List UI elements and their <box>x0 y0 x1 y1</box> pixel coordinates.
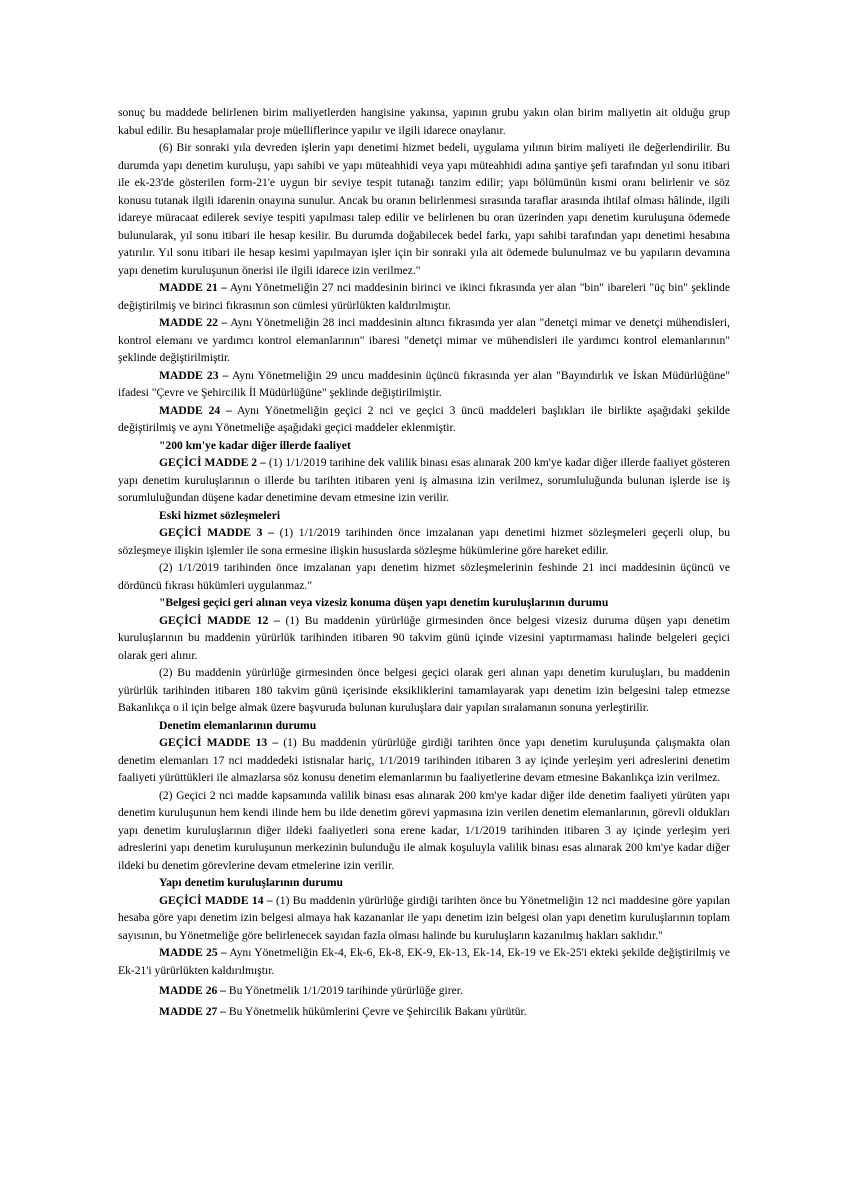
gecici-madde-14-text: (1) Bu maddenin yürürlüğe girdiği tarihten önce bu Yönetmeliğin 12 nci maddesine göre yapılan hesaba göre yapı denetim izin belgesi almaya hak kazananlar ile yapı denetim izin belgesi olan yapı denetim kuruluşlarının toplam sayısının, bu Yönetmeliğe göre belirlenecek sayıdan fazla olması halinde bu kuruluşların kazanılmış hakları saklıdır." <box>118 893 730 942</box>
gecici-madde-2-heading: GEÇİCİ MADDE 2 – <box>159 456 266 469</box>
section-heading-denetim-elemanlari-text: Denetim elemanlarının durumu <box>159 718 317 732</box>
madde-24 <box>118 402 730 437</box>
madde-21-text: Aynı Yönetmeliğin 27 nci maddesinin birinci ve ikinci fıkrasında yer alan "bin" ibareleri "üç bin" şeklinde değiştirilmiş ve birinci fıkrasının son cümlesi yürürlükten kaldırılmıştır. <box>118 281 731 312</box>
gecici-madde-13-para-2-text: (2) Geçici 2 nci madde kapsamında valilik binası esas alınarak 200 km'ye kadar diğer ilde denetim faaliyeti yürüten yapı denetim kuruluşunun hem kendi ilinde hem bu ilde denetim görevi yapmasına izin verilen denetim elemanlarının, görevli oldukları yapı denetim kuruluşlarının diğer ildeki faaliyetleri sona erene kadar, 1/1/2019 tarihinden itibaren 3 ay içinde yerleşim yeri adreslerini yapı denetim kuruluşunun merkezinin bulunduğu ile almak koşuluyla valilik binası esas alınarak 200 km'ye kadar diğer ildeki bu denetim görevlerine devam etmelerine izin verilir. <box>118 788 730 872</box>
gecici-madde-3 <box>118 524 730 559</box>
section-heading-denetim-elemanlari <box>118 717 730 735</box>
madde-25-text: Aynı Yönetmeliğin Ek-4, Ek-6, Ek-8, EK-9, Ek-13, Ek-14, Ek-19 ve Ek-25'i ekteki şekilde değiştirilmiş ve Ek-21'i yürürlükten kaldırılmıştır. <box>118 946 731 977</box>
madde-26-heading: MADDE 26 – <box>159 984 226 997</box>
madde-23 <box>118 367 730 402</box>
gecici-madde-3-heading: GEÇİCİ MADDE 3 – <box>159 526 274 539</box>
madde-27-heading: MADDE 27 – <box>159 1004 226 1018</box>
gecici-madde-12-text: (1) Bu maddenin yürürlüğe girmesinden önce belgesi vizesiz duruma düşen yapı denetim kuruluşlarının bu maddenin yürürlük tarihinden itibaren 90 takvim günü içinde vizesini yaptırmaması halinde belgeleri geçici olarak geri alınır. <box>118 613 730 662</box>
madde-23-heading: MADDE 23 – <box>159 368 229 382</box>
madde-21-heading: MADDE 21 – <box>159 281 227 294</box>
gecici-madde-12 <box>118 612 730 665</box>
paragraph-1-text: sonuç bu maddede belirlenen birim maliyetlerden hangisine yakınsa, yapının grubu yakın olan birim maliyetin ait olduğu grup kabul edilir. Bu hesaplamalar proje müelliflerince yapılır ve ilgili idarece onaylanır. <box>118 106 730 137</box>
gecici-madde-12-heading: GEÇİCİ MADDE 12 – <box>159 613 280 627</box>
paragraph-1 <box>118 104 730 139</box>
section-heading-200km-text: "200 km'ye kadar diğer illerde faaliyet <box>159 438 351 452</box>
madde-22 <box>118 314 730 367</box>
gecici-madde-13-text: (1) Bu maddenin yürürlüğe girdiği tarihten önce yapı denetim kuruluşunda çalışmakta olan denetim elemanları 17 nci maddedeki istisnalar hariç, 1/1/2019 tarihinden itibaren 3 ay içinde yerleşim yeri adreslerini denetim faaliyeti yürüttükleri ile almazlarsa söz konusu denetim elemanlarının bu faaliyetlerine devam etmesine Bakanlıkça izin verilmez. <box>118 736 730 784</box>
madde-24-text: Aynı Yönetmeliğin geçici 2 nci ve geçici 3 üncü maddeleri başlıkları ile birlikte aşağıdaki şekilde değiştirilmiş ve aynı Yönetmeliğe aşağıdaki geçici maddeler eklenmiştir. <box>118 403 730 434</box>
section-heading-eski-hizmet <box>118 507 730 525</box>
gecici-madde-2-text: (1) 1/1/2019 tarihine dek valilik binası esas alınarak 200 km'ye kadar diğer illerde faaliyet gösteren yapı denetim kuruluşlarının o illerde bu tarihten itibaren yeni iş almasına izin verilmez, sorumluluğunda bulunan işlerde ise iş sorumluluğundan düşene kadar denetimine devam etmesine izin verilir. <box>118 456 730 504</box>
document-page <box>118 104 730 1020</box>
gecici-madde-13 <box>118 734 730 787</box>
gecici-madde-3-text: (1) 1/1/2019 tarihinden önce imzalanan yapı denetimi hizmet sözleşmeleri geçerli olup, bu sözleşmeye ilişkin işlemler ile sona ermesine ilişkin hususlarda sözleşme hükümlerine göre hareket edilir. <box>118 526 730 557</box>
madde-27 <box>118 1003 730 1021</box>
madde-27-text: Bu Yönetmelik hükümlerini Çevre ve Şehircilik Bakanı yürütür. <box>225 1004 527 1018</box>
paragraph-2-text: (6) Bir sonraki yıla devreden işlerin yapı denetimi hizmet bedeli, uygulama yılının birim maliyeti ile değerlendirilir. Bu durumda yapı denetim kuruluşu, yapı sahibi ve yapı müteahhidi veya yapı müteahhidi adına şantiye şefi tarafından yıl sonu itibari ile ek-23'de gösterilen form-21'e uygun bir seviye tespit tutanağı tanzim edilir; yapı bölümünün kısmi oranı belirlenir ve söz konusu tutanak ilgili idarenin onayına sunulur. Ancak bu oranın belirlenmesi sırasında taraflar arasında ihtilaf olması hâlinde, ilgili idareye müracaat edilerek seviye tespiti yapılması talep edilir ve belirlenen bu oran üzerinden yapı denetim kuruluşuna ödemede bulunularak, yıl sonu itibari ile hesap kesilir. Bu durumda doğabilecek bedel farkı, yapı sahibi tarafından yapı denetimi hesabına yatırılır. Yıl sonu itibari ile hesap kesimi yapılmayan işler için bir sonraki yıla ait ödemede bulunulmaz ve bu yapıların devamına yapı denetim kuruluşunun önerisi ile ilgili idarece izin verilmez." <box>118 141 730 277</box>
madde-22-heading: MADDE 22 – <box>159 316 228 329</box>
madde-26-text: Bu Yönetmelik 1/1/2019 tarihinde yürürlüğe girer. <box>225 984 463 997</box>
madde-24-heading: MADDE 24 – <box>159 403 232 417</box>
section-heading-200km <box>118 437 730 455</box>
gecici-madde-13-para-2 <box>118 787 730 875</box>
paragraph-2 <box>118 139 730 279</box>
gecici-madde-12-para-2-text: (2) Bu maddenin yürürlüğe girmesinden önce belgesi geçici olarak geri alınan yapı denetim kuruluşları, bu maddenin yürürlük tarihinden itibaren 180 takvim günü içerisinde eksikliklerini tamamlayarak yapı denetim izin belgesini talep etmezse Bakanlıkça o il için belge almak üzere başvuruda bulunan kuruluşlara dair yapılan sıralamanın sonuna yerleştirilir. <box>118 666 730 714</box>
section-heading-eski-hizmet-text: Eski hizmet sözleşmeleri <box>159 508 281 522</box>
madde-25-heading: MADDE 25 – <box>159 946 227 959</box>
madde-25 <box>118 944 730 979</box>
section-heading-belgesi <box>118 594 730 612</box>
section-heading-yapi-denetim <box>118 874 730 892</box>
gecici-madde-14-heading: GEÇİCİ MADDE 14 – <box>159 893 273 907</box>
gecici-madde-2 <box>118 454 730 507</box>
gecici-madde-3-para-2 <box>118 559 730 594</box>
madde-23-text: Aynı Yönetmeliğin 29 uncu maddesinin üçüncü fıkrasında yer alan "Bayındırlık ve İskan Müdürlüğüne" ifadesi "Çevre ve Şehircilik İl Müdürlüğüne" şeklinde değiştirilmiştir. <box>118 368 731 399</box>
gecici-madde-13-heading: GEÇİCİ MADDE 13 – <box>159 736 279 749</box>
gecici-madde-3-para-2-text: (2) 1/1/2019 tarihinden önce imzalanan yapı denetim hizmet sözleşmelerinin feshinde 21 inci maddesinin üçüncü ve dördüncü fıkrası hükümleri uygulanmaz." <box>118 561 730 592</box>
madde-26 <box>118 982 730 1000</box>
madde-22-text: Aynı Yönetmeliğin 28 inci maddesinin altıncı fıkrasında yer alan "denetçi mimar ve denetçi mühendisleri, kontrol elemanı ve yardımcı kontrol elemanlarının" ibaresi "denetçi mimar ve mühendisleri ile yardımcı kontrol elemanlarının" şeklinde değiştirilmiştir. <box>118 316 731 364</box>
gecici-madde-12-para-2 <box>118 664 730 717</box>
madde-21 <box>118 279 730 314</box>
gecici-madde-14 <box>118 892 730 945</box>
section-heading-belgesi-text: "Belgesi geçici geri alınan veya vizesiz konuma düşen yapı denetim kuruluşlarının durumu <box>159 596 609 609</box>
section-heading-yapi-denetim-text: Yapı denetim kuruluşlarının durumu <box>159 876 343 889</box>
